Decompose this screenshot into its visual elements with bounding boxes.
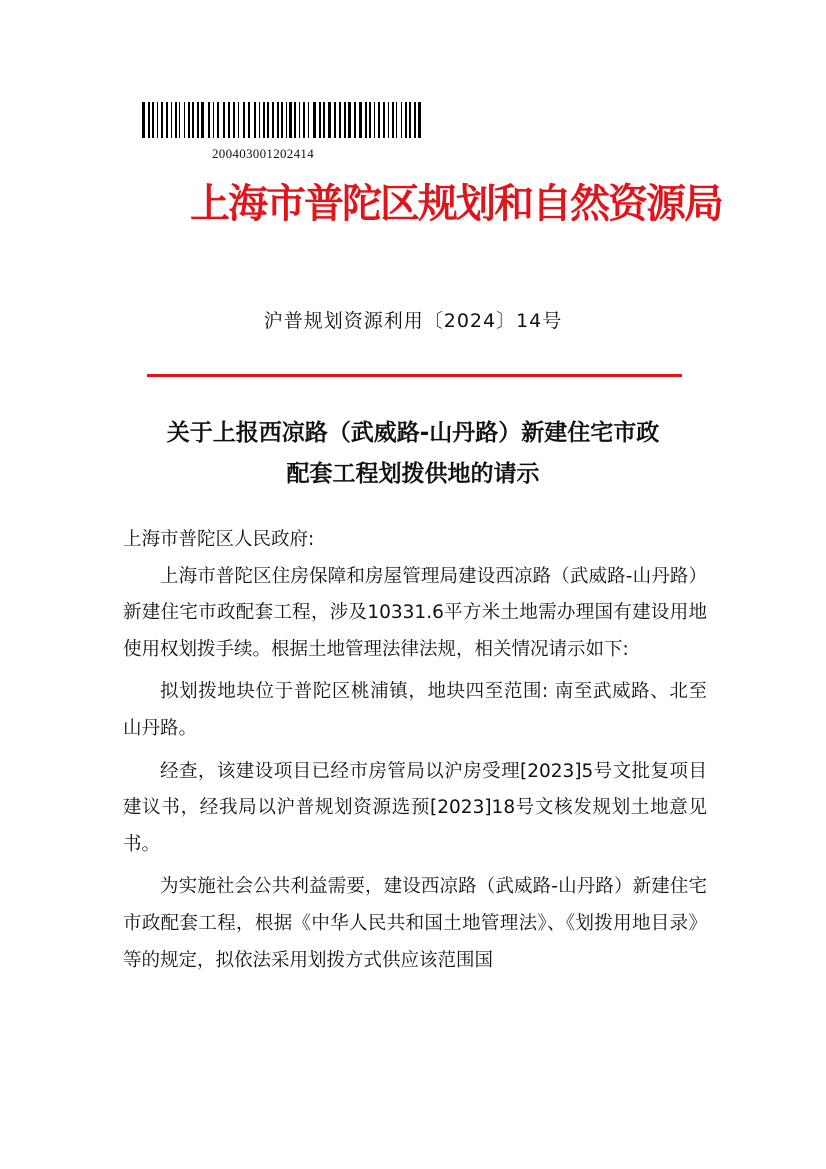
barcode-bar [254, 102, 256, 138]
barcode-bar [166, 102, 168, 138]
barcode-bar [319, 102, 321, 138]
barcode-bar [344, 102, 346, 138]
barcode-bar [248, 102, 250, 138]
barcode-bar [294, 102, 296, 138]
paragraph-3: 经查，该建设项目已经市房管局以沪房受理[2023]5号文批复项目建议书，经我局以沪普规划资源选预[2023]18号文核发规划土地意见书。 [123, 760, 707, 855]
barcode-bar [303, 102, 305, 138]
paragraph-2: 拟划拨地块位于普陀区桃浦镇，地块四至范围: 南至武威路、北至山丹路。 [123, 681, 707, 739]
barcode-bar [223, 102, 225, 138]
agency-letterhead: 上海市普陀区规划和自然资源局 [190, 181, 722, 227]
barcode-bar [313, 102, 316, 138]
barcode-bar [323, 102, 325, 138]
barcode-bar [418, 102, 421, 138]
salutation: 上海市普陀区人民政府: [123, 529, 315, 550]
barcode-bar [348, 102, 351, 138]
red-divider [147, 374, 682, 377]
barcode-bar [148, 102, 150, 138]
barcode-bar [243, 102, 245, 138]
barcode-bar [267, 102, 269, 138]
barcode-number: 200403001202414 [212, 146, 314, 161]
barcode-bar [201, 102, 204, 138]
barcode-bar [289, 102, 292, 138]
barcode-bar [359, 102, 362, 138]
barcode-bar [378, 102, 380, 138]
barcode-bar [179, 102, 180, 138]
barcode-bar [259, 102, 260, 138]
barcode-bar [142, 102, 145, 138]
barcode-bar [175, 102, 177, 138]
barcode-bar [213, 102, 214, 138]
barcode-bar [188, 102, 190, 138]
document-title-line2: 配套工程划拨供地的请示 [286, 461, 540, 487]
document-number: 沪普规划资源利用〔2024〕14号 [263, 310, 563, 332]
barcode-bar [228, 102, 230, 138]
barcode-bar [401, 102, 402, 138]
barcode-bar [184, 102, 185, 138]
barcode-bar [339, 102, 341, 138]
barcode-bar [354, 102, 356, 138]
barcode-bar [157, 102, 158, 138]
barcode-bar [286, 102, 287, 138]
barcode-bar [197, 102, 199, 138]
barcode-bar [217, 102, 219, 138]
barcode-bar [365, 102, 367, 138]
barcode-bar [396, 102, 397, 138]
barcode-bar [409, 102, 411, 138]
barcode-bar [374, 102, 375, 138]
barcode-bar [233, 102, 235, 138]
barcode-bar [208, 102, 210, 138]
barcode-bar [152, 102, 154, 138]
barcode-bar [171, 102, 172, 138]
barcode-bar [414, 102, 416, 138]
barcode-bar [392, 102, 394, 138]
barcode-bar [299, 102, 300, 138]
barcode-bar [263, 102, 265, 138]
barcode-bar [405, 102, 407, 138]
barcode-bar [161, 102, 163, 138]
document-title-line1: 关于上报西凉路（武威路-山丹路）新建住宅市政 [166, 420, 660, 446]
barcode-bar [369, 102, 371, 138]
barcode-bar [383, 102, 385, 138]
paragraph-4: 为实施社会公共利益需要，建设西凉路（武威路-山丹路）新建住宅市政配套工程，根据《中华人民共和国土地管理法》、《划拨用地目录》等的规定，拟依法采用划拨方式供应该范围国 [123, 876, 707, 971]
barcode-bar [277, 102, 279, 138]
paragraph-1: 上海市普陀区住房保障和房屋管理局建设西凉路（武威路-山丹路）新建住宅市政配套工程，涉及10331.6平方米土地需办理国有建设用地使用权划拨手续。根据土地管理法律法规，相关情况请示如下: [123, 565, 707, 660]
barcode [142, 102, 422, 138]
barcode-bar [281, 102, 283, 138]
barcode-bar [308, 102, 309, 138]
barcode-bar [238, 102, 239, 138]
barcode-bar [334, 102, 336, 138]
barcode-bar [192, 102, 194, 138]
barcode-bar [272, 102, 274, 138]
barcode-bar [328, 102, 331, 138]
document-body [123, 522, 707, 979]
barcode-bar [388, 102, 389, 138]
